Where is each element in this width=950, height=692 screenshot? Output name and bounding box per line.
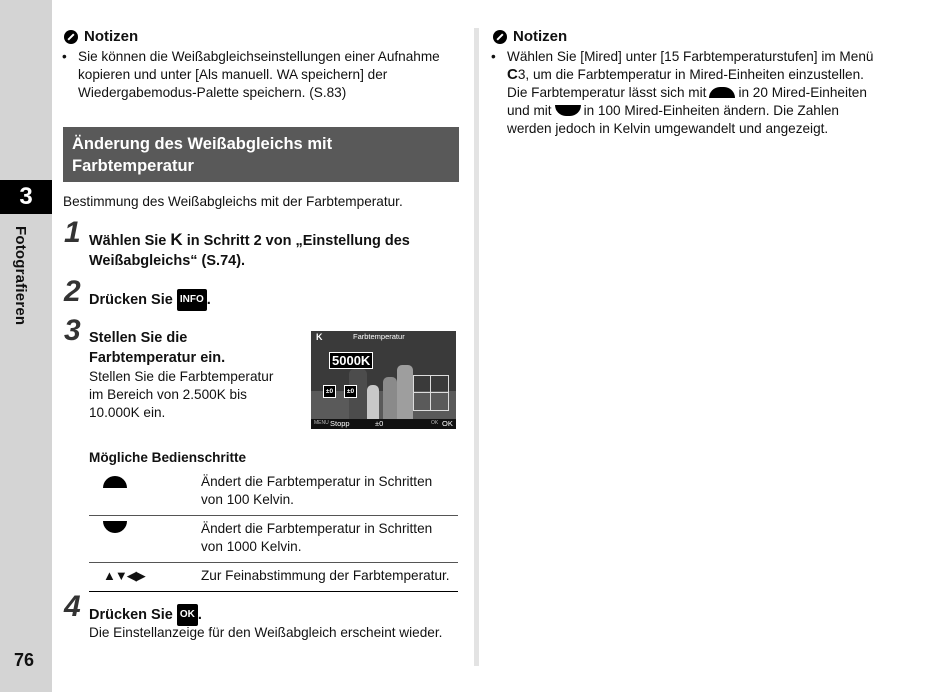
- intro-text: Bestimmung des Weißabgleichs mit der Farbtemperatur.: [63, 194, 403, 209]
- chapter-title-text: Fotografieren: [12, 226, 29, 326]
- adjust-b-indicator: ±0: [344, 385, 357, 398]
- chapter-number: 3: [0, 180, 52, 214]
- note-title-left: Notizen: [84, 28, 139, 45]
- operations-heading: Mögliche Bedienschritte: [89, 450, 247, 465]
- person-figure: [397, 365, 413, 419]
- four-way-arrows-icon: ▲▼◀▶: [103, 568, 145, 583]
- chapter-sidebar: [0, 0, 52, 692]
- kelvin-mode-symbol: K: [170, 230, 183, 249]
- menu-key-label: MENU: [314, 420, 329, 426]
- person-figure: [383, 377, 397, 419]
- step-3-number: 3: [64, 314, 81, 347]
- rear-dial-icon: [555, 105, 581, 116]
- center-value: ±0: [375, 419, 384, 428]
- note-heading-right: [493, 28, 567, 45]
- step-1-text: Wählen Sie K in Schritt 2 von „Einstellung des Weißabgleichs“ (S.74).: [89, 230, 410, 269]
- stop-label: Stopp: [330, 419, 350, 428]
- info-button-icon: INFO: [177, 289, 207, 311]
- note-title-right: Notizen: [513, 28, 568, 45]
- note-heading-left: [64, 28, 138, 45]
- step-4-body: Die Einstellanzeige für den Weißabgleich erscheint wieder.: [89, 625, 443, 640]
- note-pencil-icon: [64, 30, 78, 44]
- note-pencil-icon: [493, 30, 507, 44]
- fine-tune-grid: [413, 375, 449, 411]
- page-number: 76: [14, 650, 35, 670]
- ok-button-icon: OK: [177, 604, 198, 626]
- ok-label: OK: [442, 419, 453, 428]
- custom-menu-symbol: C: [507, 66, 518, 83]
- step-1-number: 1: [64, 216, 81, 249]
- step-3-title: Stellen Sie die Farbtemperatur ein.: [89, 330, 226, 366]
- screen-mode-symbol: K: [316, 332, 323, 342]
- section-heading-bar: [63, 127, 459, 182]
- operations-table: [89, 469, 458, 592]
- chapter-title: [12, 226, 42, 336]
- table-row: Ändert die Farbtemperatur in Schritten von 1000 Kelvin.: [89, 516, 458, 563]
- table-row: ▲▼◀▶ Zur Feinabstimmung der Farbtemperatur.: [89, 563, 458, 592]
- column-divider: [474, 28, 479, 666]
- step-2-text: Drücken Sie INFO .: [89, 289, 211, 311]
- screen-title: Farbtemperatur: [353, 332, 405, 341]
- camera-screen-illustration: [311, 331, 456, 429]
- section-title: Änderung des Weißabgleichs mit Farbtemperatur: [72, 135, 333, 175]
- step-3-body: Stellen Sie die Farbtemperatur im Bereich von 2.500K bis 10.000K ein.: [89, 369, 274, 420]
- table-row: Ändert die Farbtemperatur in Schritten von 100 Kelvin.: [89, 469, 458, 516]
- note-bullet-left: • Sie können die Weißabgleichseinstellungen einer Aufnahme kopieren und unter [Als manuell. WA speichern] der Wiedergabemodus-Palette speichern. (S.83): [62, 49, 440, 100]
- step-4-number: 4: [64, 590, 81, 623]
- front-dial-icon: [709, 87, 735, 98]
- step-2-number: 2: [64, 275, 81, 308]
- note-bullet-right: • Wählen Sie [Mired] unter [15 Farbtemperaturstufen] im Menü C3, um die Farbtemperatur in Mired-Einheiten einzustellen. Die Farbtemperatur lässt sich mit in 20 Mired-Einheiten und mit in 100 Mired-Einheiten ändern. Die Zahlen werden jedoch in Kelvin umgewandelt und angezeigt.: [491, 49, 874, 136]
- front-dial-icon: [103, 476, 127, 488]
- person-figure: [367, 385, 379, 419]
- adjust-a-indicator: ±0: [323, 385, 336, 398]
- screen-kelvin-value: 5000K: [329, 352, 373, 369]
- step-4-text: Drücken Sie OK .: [89, 604, 202, 626]
- ok-key-label: OK: [431, 420, 439, 426]
- rear-dial-icon: [103, 521, 127, 533]
